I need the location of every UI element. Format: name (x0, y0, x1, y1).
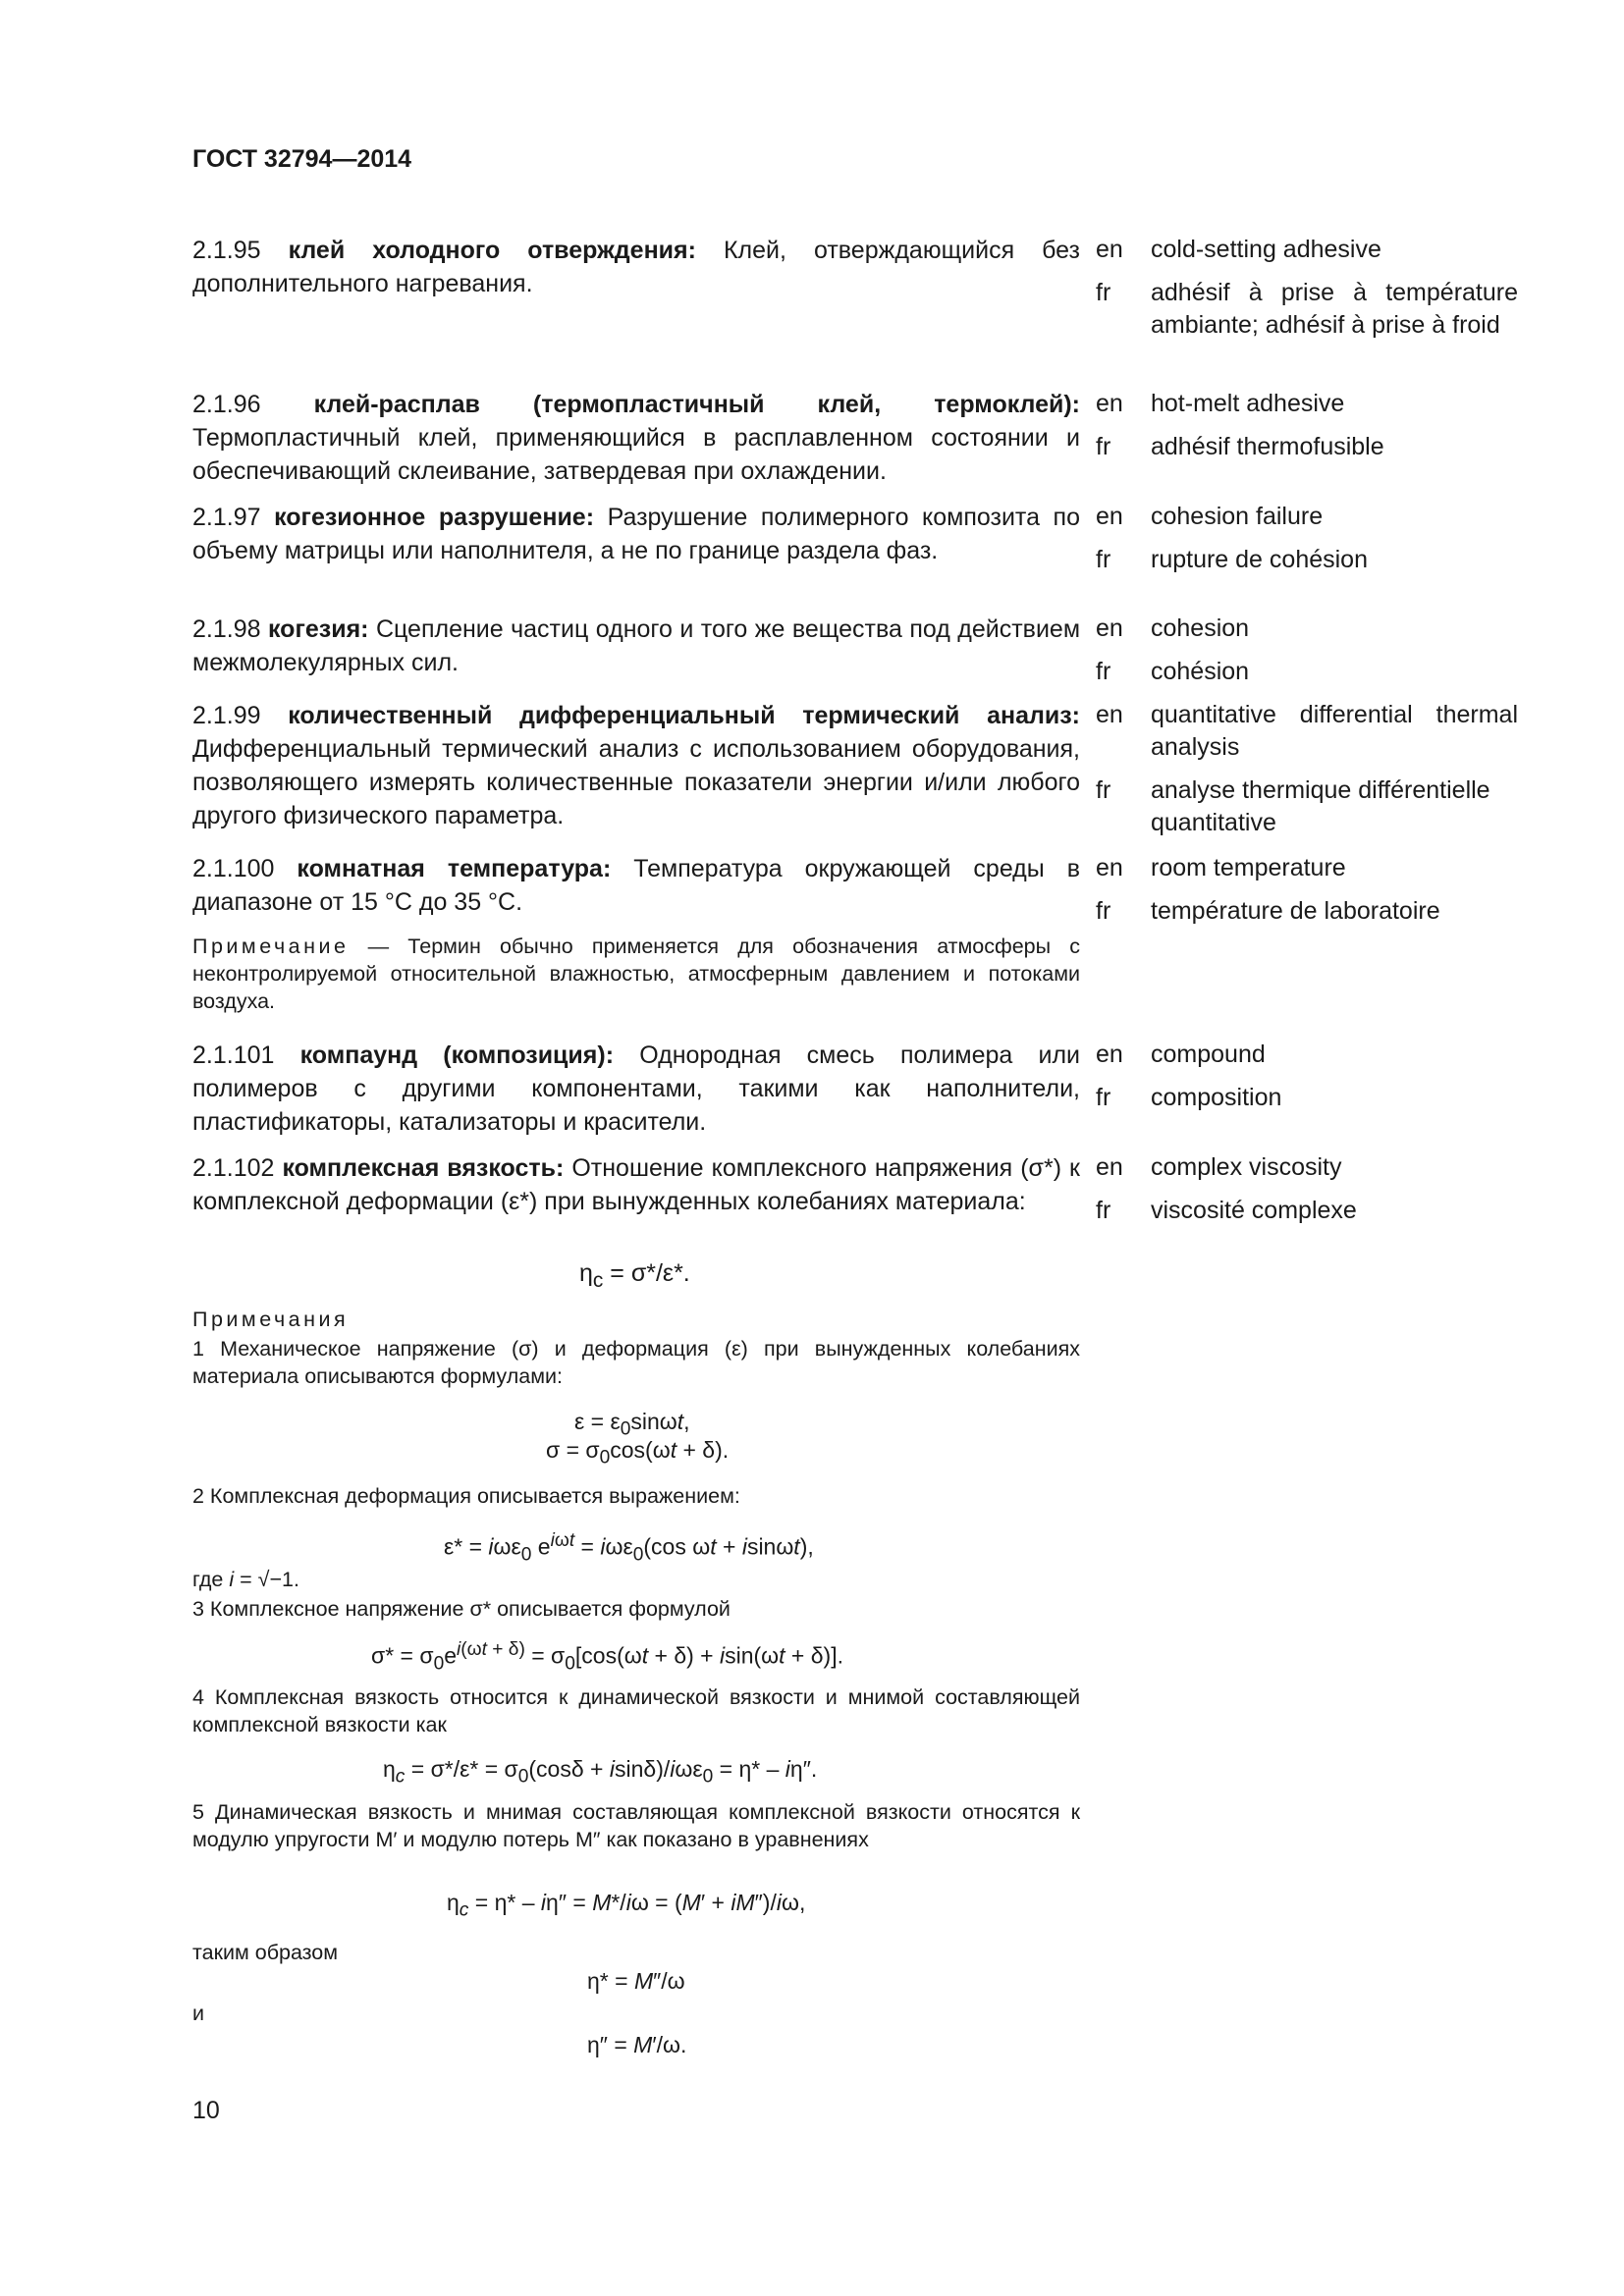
entry-translations (1096, 1039, 1518, 1125)
where-clause: где i = √−1. (192, 1568, 299, 1591)
term-fr: adhésif thermofusible (1151, 433, 1384, 460)
entry-number: 2.1.98 (192, 615, 261, 643)
note-3: 3 Комплексное напряжение σ* описывается формулой (192, 1597, 731, 1621)
entry-term: количественный дифференциальный термический анализ: (288, 702, 1080, 729)
entry-number: 2.1.95 (192, 237, 261, 264)
entry-term: когезионное разрушение: (274, 504, 595, 531)
term-fr: analyse thermique différentielle quantitative (1151, 776, 1490, 836)
entry-term: комнатная температура: (297, 855, 612, 882)
entry-definition: Клей, отверждающийся без дополнительного нагревания. (192, 237, 1080, 297)
term-en: hot-melt adhesive (1151, 390, 1345, 417)
entry-number: 2.1.96 (192, 391, 261, 418)
entry-definition-ru (192, 613, 1080, 679)
term-fr: adhésif à prise à température ambiante; adhésif à prise à froid (1151, 279, 1518, 339)
term-en: cohesion failure (1151, 503, 1324, 530)
entry-term: клей холодного отверждения: (288, 237, 696, 264)
formula-complex-viscosity-relation: $\eta_c = \sigma*/\varepsilon* = \sigma_0(\cos\delta + isin\delta)/i\omega\varepsilon_0 = \eta* - i\eta''$. (383, 1756, 818, 1788)
note-2: 2 Комплексная деформация описывается выражением: (192, 1484, 740, 1508)
lang-code-en: en (1096, 1041, 1123, 1068)
term-fr: composition (1151, 1084, 1282, 1111)
and-word: и (192, 2002, 205, 2025)
entry-definition-ru (192, 1039, 1080, 1139)
entry-translations (1096, 852, 1518, 938)
lang-code-en: en (1096, 236, 1123, 263)
entry-definition: Термопластичный клей, применяющийся в расплавленном состоянии и обеспечивающий склеивание, затвердевая при охлаждении. (192, 424, 1080, 485)
formula-moduli: $\eta_c = \eta* - i\eta'' = M*/i\omega = (M' + iM'')/i\omega$, (447, 1890, 806, 1921)
lang-code-en: en (1096, 701, 1123, 728)
term-en: room temperature (1151, 854, 1346, 881)
formula-complex-stress: $\sigma* = \sigma_0e^{i(\omega t + \delta)} = \sigma_0[\cos(\omega t + \delta) + isin(\omega t + \delta)]$. (371, 1639, 844, 1675)
document-header: ГОСТ 32794—2014 (192, 145, 412, 173)
term-fr: viscosité complexe (1151, 1197, 1357, 1224)
formula-complex-strain: ε* = iωε$_0$ $e^{i\omega t} = i\omega\varepsilon_0(\cos$ ωt + isinωt), (444, 1530, 814, 1566)
entry-number: 2.1.99 (192, 702, 261, 729)
lang-code-en: en (1096, 614, 1123, 642)
notes-label: Примечания (192, 1308, 350, 1331)
entry-term: когезия: (268, 615, 369, 643)
entry-translations (1096, 501, 1518, 587)
lang-code-fr: fr (1096, 546, 1111, 573)
where-word: где (192, 1568, 224, 1591)
entry-term: клей-расплав (термопластичный клей, термоклей): (313, 391, 1081, 418)
lang-code-fr: fr (1096, 658, 1111, 685)
lang-code-fr: fr (1096, 433, 1111, 460)
entry-translations (1096, 699, 1518, 850)
entry-translations (1096, 234, 1518, 352)
entry-definition-ru (192, 234, 1080, 300)
entry-definition-ru (192, 852, 1080, 919)
entry-translations (1096, 613, 1518, 699)
lang-code-fr: fr (1096, 776, 1111, 804)
entry-definition: Однородная смесь полимера или полимеров с другими компонентами, такими как наполнители, пластификаторы, катализаторы и красители. (192, 1041, 1081, 1136)
entry-definition: Разрушение полимерного композита по объему матрицы или наполнителя, а не по границе раздела фаз. (192, 504, 1080, 564)
term-en: complex viscosity (1151, 1153, 1342, 1181)
lang-code-fr: fr (1096, 1084, 1111, 1111)
entry-number: 2.1.102 (192, 1154, 275, 1182)
entry-number: 2.1.101 (192, 1041, 275, 1069)
term-fr: cohésion (1151, 658, 1250, 685)
entry-definition-ru (192, 699, 1080, 832)
term-en: compound (1151, 1041, 1266, 1068)
formula-imaginary-viscosity: η″ = M′/ω. (587, 2032, 687, 2057)
lang-code-en: en (1096, 854, 1123, 881)
lang-code-fr: fr (1096, 1197, 1111, 1224)
entry-definition: Температура окружающей среды в диапазоне от 15 °С до 35 °С. (192, 855, 1080, 916)
term-fr: température de laboratoire (1151, 897, 1440, 925)
note-1: 1 Механическое напряжение (σ) и деформация (ε) при вынужденных колебаниях материала описываются формулами: (192, 1337, 1080, 1388)
entry-term: комплексная вязкость: (282, 1154, 565, 1182)
lang-code-en: en (1096, 390, 1123, 417)
formula-complex-viscosity: $\eta_c = \sigma*/\varepsilon*$. (579, 1259, 690, 1292)
entry-number: 2.1.97 (192, 504, 261, 531)
formula-strain: $\varepsilon = \varepsilon_0\sin\omega t$, (574, 1409, 690, 1440)
entry-translations (1096, 1151, 1518, 1238)
term-en: cold-setting adhesive (1151, 236, 1381, 263)
note-2-1-100 (192, 933, 1080, 1015)
note-4: 4 Комплексная вязкость относится к динамической вязкости и мнимой составляющей комплексной вязкости как (192, 1685, 1080, 1736)
entry-translations (1096, 388, 1518, 474)
term-fr: rupture de cohésion (1151, 546, 1368, 573)
entry-definition: Отношение комплексного напряжения (σ*) к комплексной деформации (ε*) при вынужденных колебаниях материала: (192, 1154, 1080, 1215)
entry-definition: Дифференциальный термический анализ с использованием оборудования, позволяющего измерять количественные показатели энергии и/или любого другого физического параметра. (192, 735, 1080, 829)
thus-phrase: таким образом (192, 1941, 339, 1964)
note-text: — Термин обычно применяется для обозначения атмосферы с неконтролируемой относительной влажностью, атмосферным давлением и потоками воздуха. (192, 934, 1080, 1013)
formula-dynamic-viscosity: η* = M″/ω (587, 1968, 685, 1994)
formula-stress: $\sigma = \sigma_0\cos(\omega t + \delta)$. (546, 1437, 730, 1468)
note-5: 5 Динамическая вязкость и мнимая составляющая комплексной вязкости относятся к модулю упругости M′ и модулю потерь M″ как показано в уравнениях (192, 1800, 1080, 1851)
page-number: 10 (192, 2097, 220, 2124)
lang-code-fr: fr (1096, 897, 1111, 925)
entry-definition-ru (192, 388, 1080, 488)
lang-code-fr: fr (1096, 279, 1111, 306)
term-en: quantitative differential thermal analysis (1151, 701, 1518, 761)
entry-definition: Сцепление частиц одного и того же вещества под действием межмолекулярных сил. (192, 615, 1081, 676)
entry-term: компаунд (композиция): (299, 1041, 615, 1069)
lang-code-en: en (1096, 503, 1123, 530)
entry-definition-ru (192, 1151, 1080, 1218)
entry-number: 2.1.100 (192, 855, 275, 882)
note-label: Примечание (192, 934, 350, 958)
term-en: cohesion (1151, 614, 1250, 642)
entry-definition-ru (192, 501, 1080, 567)
lang-code-en: en (1096, 1153, 1123, 1181)
